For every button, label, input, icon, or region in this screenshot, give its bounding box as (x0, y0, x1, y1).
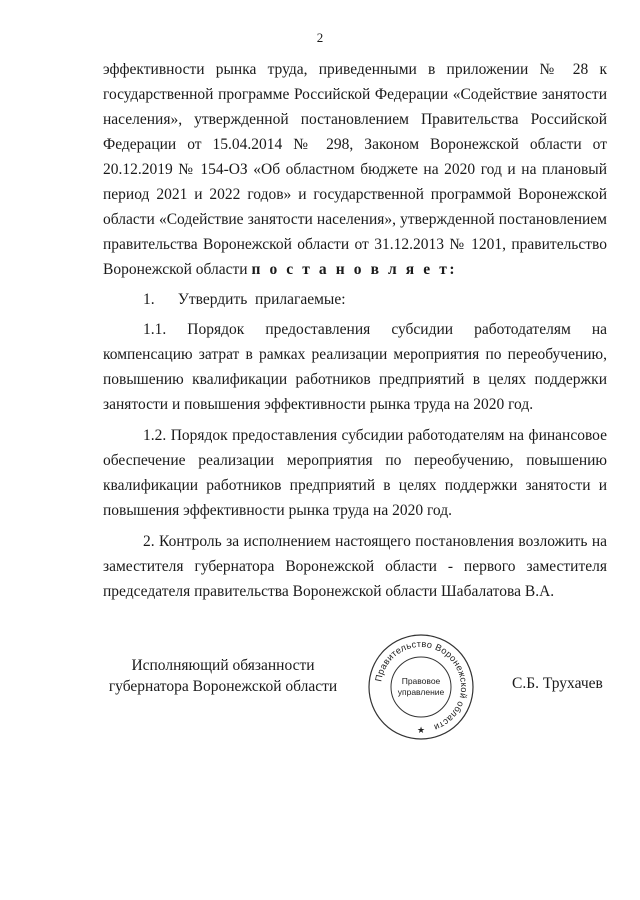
signer-title (103, 655, 343, 697)
resolves-word: п о с т а н о в л я е т: (251, 261, 458, 278)
page-number: 2 (316, 30, 324, 45)
svg-text:★: ★ (416, 726, 426, 736)
item-1: 1. Утвердить прилагаемые: (143, 291, 346, 308)
intro-text: эффективности рынка труда, приведенными в приложении № 28 к государственной программе Российской Федерации «Содействие занятости населения», утвержденной постановлением Правительства Российской Федерации от 15.04.2014 № 298, Законом Воронежской области от 20.12.2019 № 154-ОЗ «Об областном бюджете на 2020 год и на плановый период 2021 и 2022 годов» и государственной программой Воронежской области «Содействие занятости населения», утвержденной постановлением правительства Воронежской области от 31.12.2013 № 1201, правительство Воронежской области (103, 61, 607, 278)
item-2: 2. Контроль за исполнением настоящего постановления возложить на заместителя губернатора Воронежской области - первого заместителя председателя правительства Воронежской области Шабалатова В.А. (103, 533, 607, 600)
signer-title-line-2: губернатора Воронежской области (108, 678, 338, 695)
item-1-2: 1.2. Порядок предоставления субсидии работодателям на финансовое обеспечение реализации мероприятия по переобучению, повышению квалификации работников предприятий в целях поддержки занятости и повышения эффективности рынка труда на 2020 год. (103, 427, 607, 519)
signer-name: С.Б. Трухачев (512, 675, 603, 692)
document-body (103, 57, 607, 604)
stamp-center (366, 676, 476, 698)
stamp-ring-text: Правительство Воронежской области (373, 638, 470, 733)
intro-paragraph (103, 57, 607, 282)
official-stamp (366, 632, 476, 742)
stamp-center-line-2: управление (397, 687, 445, 697)
stamp-center-line-1: Правовое (401, 676, 441, 686)
item-1-1: 1.1. Порядок предоставления субсидии работодателям на компенсацию затрат в рамках реализации мероприятия по переобучению, повышению квалификации работников предприятий в целях поддержки занятости и повышения эффективности рынка труда на 2020 год. (103, 321, 607, 413)
signer-title-line-1: Исполняющий обязанности (131, 657, 315, 674)
